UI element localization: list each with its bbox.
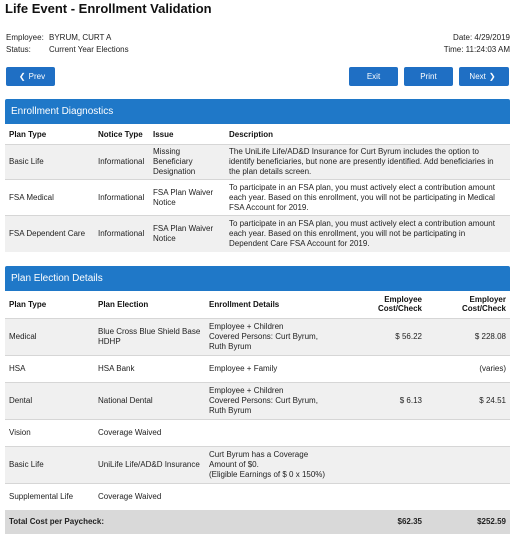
col-employee-cost: Employee Cost/Check	[377, 295, 422, 314]
status-info	[6, 45, 129, 54]
description-cell: The UniLife Life/AD&D Insurance for Curt Byrum includes the option to identify beneficiaries, but none are presently identified. Add beneficiaries in the plan details screen.	[225, 145, 510, 180]
employee-cost-cell	[340, 419, 426, 446]
table-row	[5, 419, 510, 446]
notice-type-cell: Informational	[94, 180, 149, 216]
table-row	[5, 145, 510, 180]
exit-label: Exit	[366, 72, 381, 81]
plan-type-cell: Basic Life	[5, 446, 94, 483]
employer-cost-cell	[426, 446, 510, 483]
plan-election-cell: Coverage Waived	[94, 419, 205, 446]
prev-button[interactable]	[6, 67, 55, 86]
prev-label: Prev	[28, 72, 46, 81]
employer-cost-cell: $ 24.51	[426, 382, 510, 419]
notice-type-cell: Informational	[94, 145, 149, 180]
total-employer-cost: $252.59	[426, 510, 510, 534]
plan-election-cell: HSA Bank	[94, 355, 205, 382]
table-row	[5, 355, 510, 382]
total-label: Total Cost per Paycheck:	[5, 510, 340, 534]
description-cell: To participate in an FSA plan, you must actively elect a contribution amount each year. Based on this enrollment, you will not be participating in Dependent Care FSA Account for 2019.	[225, 216, 510, 252]
elections-section	[5, 266, 510, 534]
issue-cell: Missing Beneficiary Designation	[149, 145, 225, 180]
employer-cost-cell: (varies)	[426, 355, 510, 382]
col-plan-election: Plan Election	[98, 299, 149, 309]
issue-cell: FSA Plan Waiver Notice	[149, 180, 225, 216]
plan-type-cell: FSA Dependent Care	[5, 216, 94, 252]
employee-cost-cell	[340, 446, 426, 483]
employee-cost-cell	[340, 355, 426, 382]
elections-heading: Plan Election Details	[5, 266, 510, 291]
col-employer-cost: Employer Cost/Check	[461, 295, 506, 314]
table-row	[5, 180, 510, 216]
plan-type-cell: HSA	[5, 355, 94, 382]
plan-type-cell: Vision	[5, 419, 94, 446]
exit-button[interactable]	[349, 67, 398, 86]
plan-type-cell: Medical	[5, 318, 94, 355]
col-plan-type: Plan Type	[9, 299, 47, 309]
notice-type-cell: Informational	[94, 216, 149, 252]
enrollment-details-cell: Employee + Children Covered Persons: Curt Byrum, Ruth Byrum	[205, 382, 340, 419]
enrollment-details-cell	[205, 419, 340, 446]
col-notice-type: Notice Type	[98, 129, 143, 139]
elections-header-row	[5, 291, 510, 318]
plan-type-cell: Basic Life	[5, 145, 94, 180]
col-issue: Issue	[153, 129, 174, 139]
table-row	[5, 446, 510, 483]
plan-election-cell: Coverage Waived	[94, 483, 205, 510]
time-info	[444, 45, 510, 54]
employee-label: Employee:	[6, 33, 44, 42]
status-value: Current Year Elections	[49, 45, 129, 54]
enrollment-details-cell	[205, 483, 340, 510]
table-row	[5, 483, 510, 510]
diagnostics-header-row	[5, 124, 510, 145]
employee-cost-cell: $ 6.13	[340, 382, 426, 419]
time-value: 11:24:03 AM	[465, 45, 510, 54]
chevron-right-icon: ❯	[488, 72, 496, 81]
employee-cost-cell: $ 56.22	[340, 318, 426, 355]
plan-election-cell: National Dental	[94, 382, 205, 419]
diagnostics-heading: Enrollment Diagnostics	[5, 99, 510, 124]
table-row	[5, 216, 510, 252]
elections-table	[5, 291, 510, 534]
issue-cell: FSA Plan Waiver Notice	[149, 216, 225, 252]
page-title: Life Event - Enrollment Validation	[5, 1, 212, 16]
employee-value: BYRUM, CURT A	[49, 33, 112, 42]
employer-cost-cell	[426, 419, 510, 446]
col-enrollment-details: Enrollment Details	[209, 299, 280, 309]
enrollment-details-cell: Employee + Children Covered Persons: Curt Byrum, Ruth Byrum	[205, 318, 340, 355]
employee-cost-cell	[340, 483, 426, 510]
diagnostics-table	[5, 124, 510, 252]
print-button[interactable]	[404, 67, 453, 86]
status-label: Status:	[6, 45, 31, 54]
table-row	[5, 318, 510, 355]
employer-cost-cell: $ 228.08	[426, 318, 510, 355]
plan-type-cell: Supplemental Life	[5, 483, 94, 510]
date-info	[453, 33, 510, 42]
next-label: Next	[469, 72, 486, 81]
description-cell: To participate in an FSA plan, you must actively elect a contribution amount each year. Based on this enrollment, you will not be participating in Medical FSA Account for 2019.	[225, 180, 510, 216]
enrollment-details-cell: Employee + Family	[205, 355, 340, 382]
plan-election-cell: Blue Cross Blue Shield Base HDHP	[94, 318, 205, 355]
plan-election-cell: UniLife Life/AD&D Insurance	[94, 446, 205, 483]
enrollment-details-cell: Curt Byrum has a Coverage Amount of $0. (Eligible Earnings of $ 0 x 150%)	[205, 446, 340, 483]
chevron-left-icon: ❮	[18, 72, 26, 81]
employer-cost-cell	[426, 483, 510, 510]
col-plan-type: Plan Type	[9, 129, 47, 139]
date-label: Date:	[453, 33, 473, 42]
date-value: 4/29/2019	[474, 33, 510, 42]
plan-type-cell: Dental	[5, 382, 94, 419]
next-button[interactable]	[459, 67, 509, 86]
col-description: Description	[229, 129, 274, 139]
table-row	[5, 382, 510, 419]
time-label: Time:	[443, 45, 464, 54]
diagnostics-section	[5, 99, 510, 252]
plan-type-cell: FSA Medical	[5, 180, 94, 216]
employee-info	[6, 33, 111, 42]
total-employee-cost: $62.35	[340, 510, 426, 534]
total-row	[5, 510, 510, 534]
print-label: Print	[420, 72, 437, 81]
